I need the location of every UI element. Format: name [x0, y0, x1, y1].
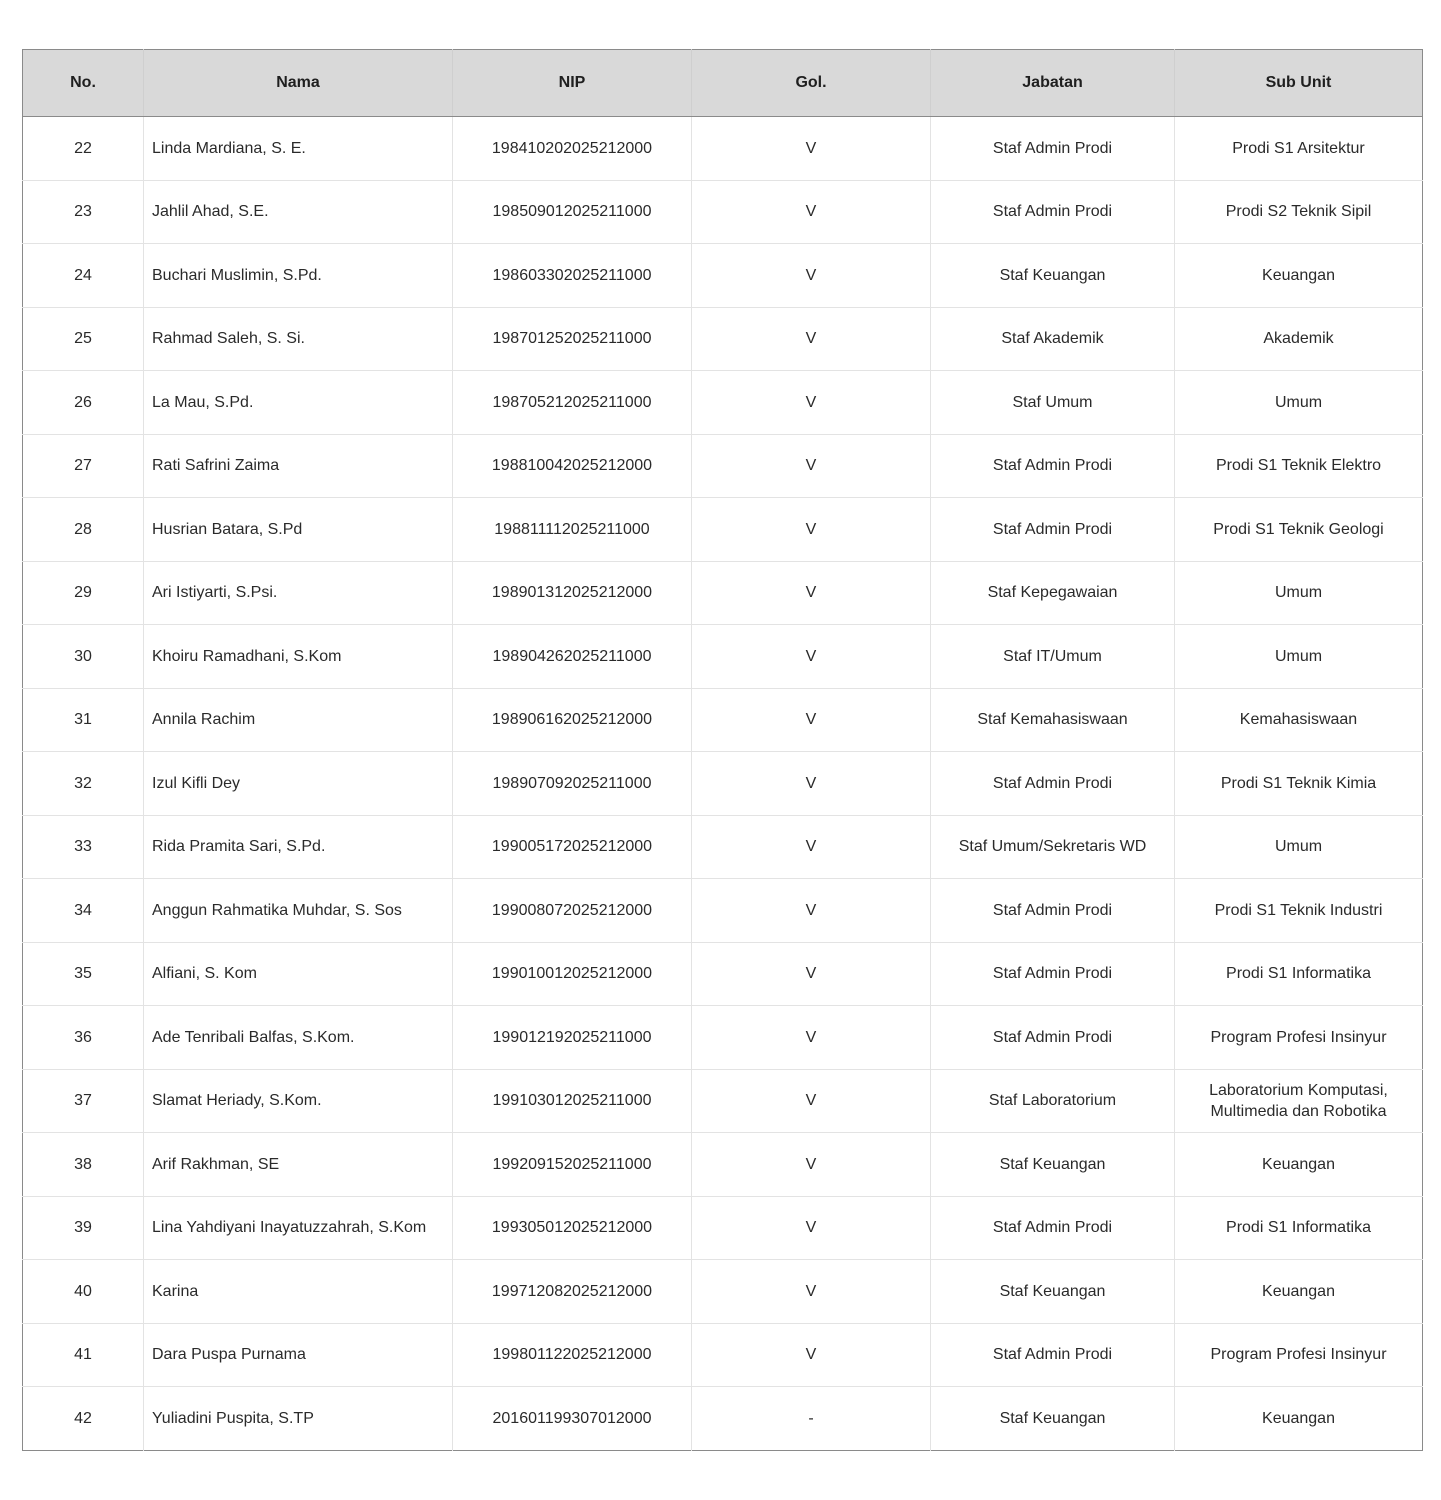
- cell-jabatan: Staf Admin Prodi: [931, 1196, 1175, 1260]
- cell-sub-unit: Prodi S1 Teknik Industri: [1175, 879, 1423, 943]
- cell-jabatan: Staf Admin Prodi: [931, 879, 1175, 943]
- cell-no: 32: [23, 752, 144, 816]
- cell-gol: V: [692, 561, 931, 625]
- cell-nama: Rida Pramita Sari, S.Pd.: [144, 815, 453, 879]
- header-sub-unit: Sub Unit: [1175, 50, 1423, 117]
- cell-nip: 199209152025211000: [453, 1133, 692, 1197]
- cell-nama: Alfiani, S. Kom: [144, 942, 453, 1006]
- table-row: [23, 942, 1423, 1006]
- table-row: [23, 244, 1423, 308]
- table-row: [23, 815, 1423, 879]
- cell-nip: 198603302025211000: [453, 244, 692, 308]
- cell-sub-unit: Akademik: [1175, 307, 1423, 371]
- cell-gol: V: [692, 1260, 931, 1324]
- cell-no: 24: [23, 244, 144, 308]
- cell-nama: Ade Tenribali Balfas, S.Kom.: [144, 1006, 453, 1070]
- cell-jabatan: Staf Admin Prodi: [931, 1323, 1175, 1387]
- cell-jabatan: Staf Keuangan: [931, 244, 1175, 308]
- cell-jabatan: Staf Admin Prodi: [931, 498, 1175, 562]
- cell-jabatan: Staf Admin Prodi: [931, 942, 1175, 1006]
- staff-table-container: [22, 49, 1422, 1451]
- cell-nama: Jahlil Ahad, S.E.: [144, 180, 453, 244]
- cell-nip: 199010012025212000: [453, 942, 692, 1006]
- cell-nip: 198811112025211000: [453, 498, 692, 562]
- table-row: [23, 498, 1423, 562]
- table-header: [23, 50, 1423, 117]
- cell-nama: Slamat Heriady, S.Kom.: [144, 1069, 453, 1133]
- cell-sub-unit: Prodi S1 Teknik Elektro: [1175, 434, 1423, 498]
- cell-jabatan: Staf Akademik: [931, 307, 1175, 371]
- header-nip: NIP: [453, 50, 692, 117]
- cell-gol: V: [692, 117, 931, 181]
- cell-sub-unit: Program Profesi Insinyur: [1175, 1006, 1423, 1070]
- cell-nama: La Mau, S.Pd.: [144, 371, 453, 435]
- table-row: [23, 1323, 1423, 1387]
- cell-jabatan: Staf Keuangan: [931, 1260, 1175, 1324]
- cell-no: 40: [23, 1260, 144, 1324]
- cell-nama: Izul Kifli Dey: [144, 752, 453, 816]
- table-row: [23, 561, 1423, 625]
- cell-nama: Yuliadini Puspita, S.TP: [144, 1387, 453, 1451]
- cell-no: 25: [23, 307, 144, 371]
- staff-table: [22, 49, 1423, 1451]
- table-row: [23, 1006, 1423, 1070]
- cell-nip: 199103012025211000: [453, 1069, 692, 1133]
- cell-no: 30: [23, 625, 144, 689]
- cell-jabatan: Staf Admin Prodi: [931, 1006, 1175, 1070]
- cell-gol: V: [692, 688, 931, 752]
- cell-gol: V: [692, 879, 931, 943]
- cell-jabatan: Staf Laboratorium: [931, 1069, 1175, 1133]
- cell-gol: V: [692, 752, 931, 816]
- cell-sub-unit: Prodi S1 Informatika: [1175, 1196, 1423, 1260]
- cell-nama: Linda Mardiana, S. E.: [144, 117, 453, 181]
- cell-jabatan: Staf Admin Prodi: [931, 434, 1175, 498]
- cell-jabatan: Staf Keuangan: [931, 1133, 1175, 1197]
- cell-sub-unit: Keuangan: [1175, 1133, 1423, 1197]
- header-jabatan: Jabatan: [931, 50, 1175, 117]
- cell-sub-unit: Umum: [1175, 561, 1423, 625]
- cell-sub-unit: Umum: [1175, 625, 1423, 689]
- cell-nip: 199801122025212000: [453, 1323, 692, 1387]
- cell-nip: 198904262025211000: [453, 625, 692, 689]
- table-row: [23, 625, 1423, 689]
- cell-nama: Lina Yahdiyani Inayatuzzahrah, S.Kom: [144, 1196, 453, 1260]
- cell-gol: V: [692, 942, 931, 1006]
- cell-sub-unit: Keuangan: [1175, 1260, 1423, 1324]
- cell-gol: V: [692, 244, 931, 308]
- cell-no: 42: [23, 1387, 144, 1451]
- cell-gol: V: [692, 434, 931, 498]
- cell-nama: Khoiru Ramadhani, S.Kom: [144, 625, 453, 689]
- cell-sub-unit: Keuangan: [1175, 1387, 1423, 1451]
- cell-gol: V: [692, 1133, 931, 1197]
- cell-nama: Rati Safrini Zaima: [144, 434, 453, 498]
- cell-no: 27: [23, 434, 144, 498]
- cell-jabatan: Staf IT/Umum: [931, 625, 1175, 689]
- cell-no: 36: [23, 1006, 144, 1070]
- table-row: [23, 688, 1423, 752]
- cell-gol: V: [692, 307, 931, 371]
- cell-sub-unit: Prodi S1 Teknik Geologi: [1175, 498, 1423, 562]
- table-row: [23, 307, 1423, 371]
- table-row: [23, 434, 1423, 498]
- cell-nip: 199005172025212000: [453, 815, 692, 879]
- cell-jabatan: Staf Admin Prodi: [931, 117, 1175, 181]
- cell-nama: Karina: [144, 1260, 453, 1324]
- cell-nip: 199305012025212000: [453, 1196, 692, 1260]
- header-row: [23, 50, 1423, 117]
- header-gol: Gol.: [692, 50, 931, 117]
- cell-no: 31: [23, 688, 144, 752]
- cell-jabatan: Staf Umum/Sekretaris WD: [931, 815, 1175, 879]
- table-row: [23, 180, 1423, 244]
- cell-nama: Ari Istiyarti, S.Psi.: [144, 561, 453, 625]
- cell-sub-unit: Prodi S2 Teknik Sipil: [1175, 180, 1423, 244]
- cell-no: 39: [23, 1196, 144, 1260]
- cell-no: 28: [23, 498, 144, 562]
- cell-nip: 201601199307012000: [453, 1387, 692, 1451]
- cell-sub-unit: Kemahasiswaan: [1175, 688, 1423, 752]
- cell-no: 34: [23, 879, 144, 943]
- cell-jabatan: Staf Kemahasiswaan: [931, 688, 1175, 752]
- cell-nip: 199712082025212000: [453, 1260, 692, 1324]
- cell-sub-unit: Umum: [1175, 371, 1423, 435]
- cell-gol: V: [692, 1069, 931, 1133]
- cell-gol: V: [692, 1006, 931, 1070]
- cell-nama: Annila Rachim: [144, 688, 453, 752]
- cell-nip: 199012192025211000: [453, 1006, 692, 1070]
- cell-sub-unit: Program Profesi Insinyur: [1175, 1323, 1423, 1387]
- cell-nip: 198701252025211000: [453, 307, 692, 371]
- cell-no: 37: [23, 1069, 144, 1133]
- cell-jabatan: Staf Keuangan: [931, 1387, 1175, 1451]
- cell-nama: Husrian Batara, S.Pd: [144, 498, 453, 562]
- cell-jabatan: Staf Admin Prodi: [931, 180, 1175, 244]
- cell-sub-unit: Laboratorium Komputasi, Multimedia dan Robotika: [1175, 1069, 1423, 1133]
- table-row: [23, 1069, 1423, 1133]
- cell-nip: 198906162025212000: [453, 688, 692, 752]
- table-row: [23, 1196, 1423, 1260]
- cell-nip: 199008072025212000: [453, 879, 692, 943]
- cell-no: 33: [23, 815, 144, 879]
- cell-no: 38: [23, 1133, 144, 1197]
- cell-no: 26: [23, 371, 144, 435]
- table-row: [23, 1260, 1423, 1324]
- cell-nip: 198810042025212000: [453, 434, 692, 498]
- header-nama: Nama: [144, 50, 453, 117]
- cell-nama: Rahmad Saleh, S. Si.: [144, 307, 453, 371]
- cell-nama: Anggun Rahmatika Muhdar, S. Sos: [144, 879, 453, 943]
- cell-gol: V: [692, 625, 931, 689]
- cell-gol: V: [692, 1196, 931, 1260]
- cell-gol: -: [692, 1387, 931, 1451]
- table-row: [23, 371, 1423, 435]
- table-row: [23, 117, 1423, 181]
- cell-jabatan: Staf Kepegawaian: [931, 561, 1175, 625]
- cell-no: 35: [23, 942, 144, 1006]
- cell-sub-unit: Prodi S1 Teknik Kimia: [1175, 752, 1423, 816]
- cell-no: 41: [23, 1323, 144, 1387]
- cell-nama: Buchari Muslimin, S.Pd.: [144, 244, 453, 308]
- cell-nama: Dara Puspa Purnama: [144, 1323, 453, 1387]
- table-row: [23, 752, 1423, 816]
- cell-nip: 198509012025211000: [453, 180, 692, 244]
- cell-gol: V: [692, 371, 931, 435]
- cell-no: 29: [23, 561, 144, 625]
- cell-sub-unit: Prodi S1 Arsitektur: [1175, 117, 1423, 181]
- cell-nip: 198705212025211000: [453, 371, 692, 435]
- cell-sub-unit: Keuangan: [1175, 244, 1423, 308]
- header-no: No.: [23, 50, 144, 117]
- cell-gol: V: [692, 815, 931, 879]
- cell-nip: 198410202025212000: [453, 117, 692, 181]
- cell-nip: 198907092025211000: [453, 752, 692, 816]
- table-row: [23, 879, 1423, 943]
- cell-sub-unit: Prodi S1 Informatika: [1175, 942, 1423, 1006]
- cell-nip: 198901312025212000: [453, 561, 692, 625]
- cell-gol: V: [692, 180, 931, 244]
- cell-nama: Arif Rakhman, SE: [144, 1133, 453, 1197]
- table-row: [23, 1387, 1423, 1451]
- cell-gol: V: [692, 1323, 931, 1387]
- table-body: [23, 117, 1423, 1451]
- cell-sub-unit: Umum: [1175, 815, 1423, 879]
- cell-no: 22: [74, 139, 92, 157]
- cell-jabatan: Staf Umum: [931, 371, 1175, 435]
- cell-jabatan: Staf Admin Prodi: [931, 752, 1175, 816]
- cell-gol: V: [692, 498, 931, 562]
- table-row: [23, 1133, 1423, 1197]
- cell-no: 23: [23, 180, 144, 244]
